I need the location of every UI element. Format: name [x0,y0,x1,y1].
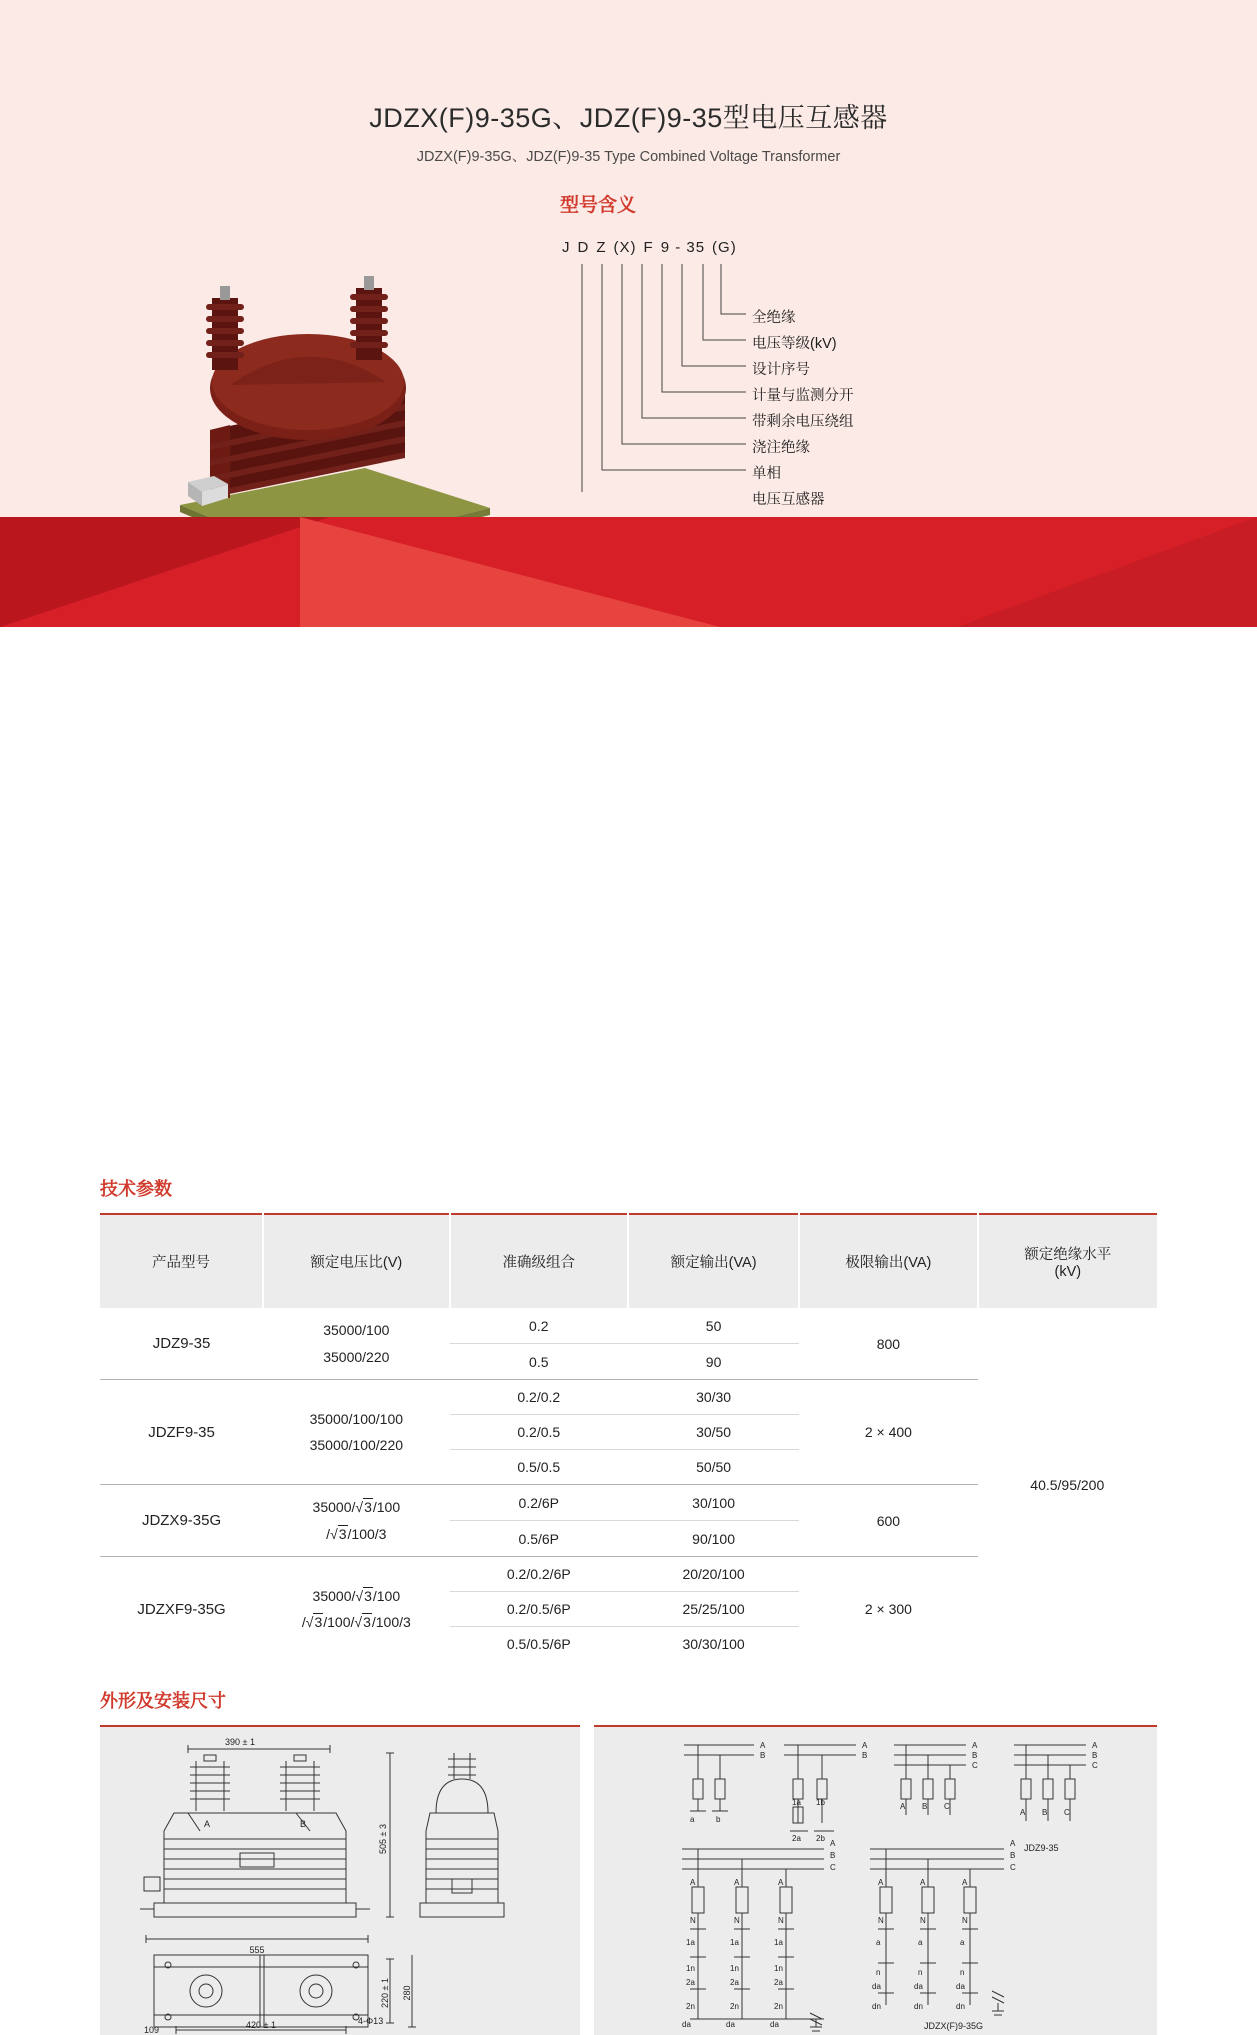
svg-text:N: N [878,1916,884,1926]
svg-text:N: N [690,1916,696,1926]
cell-ratio-1 [263,1380,450,1485]
cell-accuracy-3-0: 0.2/0.2/6P [450,1557,628,1592]
cell-limit-3: 2 × 300 [864,1601,912,1618]
outline-drawing-box [100,1725,580,2035]
col-header-insulation [978,1214,1157,1308]
svg-text:n: n [918,1968,923,1978]
spec-table [100,1213,1157,1661]
col-header-model: 产品型号 [100,1214,263,1308]
svg-text:da: da [956,1982,965,1992]
cell-ratio-3-line2: /√3/100/√3/100/3 [301,1614,411,1631]
model-meaning-heading: 型号含义 [560,195,637,216]
page-subtitle: JDZX(F)9-35G、JDZ(F)9-35 Type Combined Voltage Transformer [416,149,841,165]
svg-text:n: n [960,1968,965,1978]
cell-output-3-0: 20/20/100 [628,1557,799,1592]
cell-accuracy-2-1: 0.5/6P [450,1521,628,1557]
dim-label-height: 505 ± 3 [378,1824,388,1855]
hero-section [0,0,1257,520]
banner-shape-mid [300,517,720,627]
cell-ratio-1-line2: 35000/100/220 [309,1437,404,1454]
cell-ratio-0-line2: 35000/220 [323,1348,390,1365]
svg-text:2a: 2a [774,1978,783,1988]
svg-text:A: A [778,1878,784,1888]
cell-model-2: JDZX9-35G [100,1485,263,1557]
cell-output-1-1: 30/50 [628,1415,799,1450]
product-image [170,270,500,520]
dim-label-width-top: 390 ± 1 [225,1737,255,1748]
cell-limit-2: 600 [799,1485,977,1557]
svg-text:A: A [1092,1741,1098,1751]
svg-text:A: A [830,1839,836,1849]
cell-accuracy-0-0: 0.2 [450,1308,628,1344]
svg-text:C: C [944,1802,950,1812]
col-header-limit: 极限输出(VA) [799,1214,977,1308]
legend-item-0: 全绝缘 [752,310,796,326]
code-char-5: 9 - 35 [660,239,706,256]
spec-table-head [100,1214,1157,1308]
technical-parameters-section [0,1175,1257,1661]
dim-section-title: 外形及安装尺寸 [100,1691,226,1712]
svg-text:A: A [1010,1839,1016,1849]
svg-text:B: B [972,1751,978,1761]
svg-text:B: B [1042,1808,1048,1818]
svg-text:1b: 1b [816,1798,825,1808]
svg-text:dn: dn [956,2002,965,2012]
svg-text:da: da [770,2020,779,2030]
cell-accuracy-3-1: 0.2/0.5/6P [450,1592,628,1627]
svg-text:B: B [760,1751,766,1761]
code-char-2: Z [596,239,607,256]
cell-output-3-2: 30/30/100 [682,1636,745,1653]
svg-text:A: A [920,1878,926,1888]
cell-output-0-1: 90 [628,1344,799,1380]
svg-text:C: C [830,1863,836,1873]
svg-text:A: A [862,1741,868,1751]
svg-text:N: N [962,1916,968,1926]
svg-text:C: C [1010,1863,1016,1873]
cell-ratio-2-line2: /√3/100/3 [326,1525,387,1542]
cell-ratio-2-line1: 35000/√3/100 [312,1499,401,1516]
svg-text:da: da [914,1982,923,1992]
svg-text:A: A [900,1802,906,1812]
svg-text:1a: 1a [774,1938,783,1948]
dim-label-width-bottom: 555 [249,1945,265,1956]
cell-model-1: JDZF9-35 [100,1380,263,1485]
svg-text:B: B [830,1851,836,1861]
svg-text:C: C [1064,1808,1070,1818]
dim-label-base-width: 420 ± 1 [246,2020,276,2031]
col-header-insulation-line1: 额定绝缘水平 [1024,1247,1112,1263]
svg-text:b: b [716,1815,721,1825]
wiring-diagram-box [594,1725,1157,2035]
cell-ratio-0-line1: 35000/100 [323,1322,390,1338]
cell-model-0: JDZ9-35 [100,1308,263,1380]
banner-shape-right [957,517,1257,627]
wiring-caption-1: JDZ9-35 [1024,1843,1059,1854]
cell-model-3: JDZXF9-35G [137,1600,226,1618]
svg-text:da: da [726,2020,735,2030]
legend-item-6: 单相 [752,466,781,482]
svg-text:2a: 2a [792,1834,801,1844]
dim-label-terminal-b: B [300,1819,307,1830]
svg-text:1n: 1n [730,1964,739,1974]
col-header-accuracy: 准确级组合 [450,1214,628,1308]
cell-accuracy-1-2: 0.5/0.5 [450,1450,628,1485]
spec-table-body [100,1308,1157,1661]
cell-accuracy-1-0: 0.2/0.2 [450,1380,628,1415]
legend-item-1: 电压等级(kV) [752,336,837,352]
svg-text:2n: 2n [774,2002,783,2012]
model-code-row [562,239,976,256]
svg-text:dn: dn [872,2002,881,2012]
svg-text:dn: dn [914,2002,923,2012]
cell-limit-0: 800 [799,1308,977,1380]
svg-text:B: B [922,1802,928,1812]
table-header-row [100,1214,1157,1308]
dimensions-section [0,1687,1257,2035]
svg-text:A: A [878,1878,884,1888]
svg-text:A: A [1020,1808,1026,1818]
svg-text:A: A [962,1878,968,1888]
svg-text:a: a [960,1938,965,1948]
legend-item-3: 计量与监测分开 [752,388,854,404]
svg-text:1a: 1a [730,1938,739,1948]
svg-text:da: da [682,2020,691,2030]
code-char-3: (X) [613,239,637,256]
svg-text:A: A [972,1741,978,1751]
svg-text:B: B [1092,1751,1098,1761]
cell-limit-1: 2 × 400 [799,1380,977,1485]
cell-accuracy-2-0: 0.2/6P [450,1485,628,1521]
wiring-caption-2: JDZX(F)9-35G [924,2021,984,2032]
svg-text:C: C [972,1761,978,1771]
legend-item-4: 带剩余电压绕组 [752,414,854,430]
svg-text:B: B [1010,1851,1016,1861]
cell-ratio-0 [263,1308,450,1380]
dimension-drawings-row [100,1725,1157,2035]
legend-item-5: 浇注绝缘 [752,440,810,456]
svg-text:2a: 2a [730,1978,739,1988]
svg-text:2b: 2b [816,1834,825,1844]
cell-output-1-0: 30/30 [628,1380,799,1415]
banner-shape-left [0,517,330,627]
dim-label-hole: 4-Φ13 [358,2016,384,2027]
svg-text:1n: 1n [686,1964,695,1974]
code-char-1: D [577,239,590,256]
cell-insulation: 40.5/95/200 [1030,1476,1105,1493]
svg-text:n: n [876,1968,881,1978]
svg-text:N: N [920,1916,926,1926]
svg-text:1a: 1a [686,1938,695,1948]
cell-output-3-1: 25/25/100 [628,1592,799,1627]
page-title: JDZX(F)9-35G、JDZ(F)9-35型电压互感器 [369,103,888,133]
code-char-0: J [562,239,571,256]
svg-text:2n: 2n [730,2002,739,2012]
svg-text:2n: 2n [686,2002,695,2012]
legend-item-2: 设计序号 [752,362,810,378]
svg-text:2a: 2a [686,1978,695,1988]
cell-accuracy-3-2: 0.5/0.5/6P [506,1636,571,1653]
cell-accuracy-1-1: 0.2/0.5 [450,1415,628,1450]
svg-text:N: N [734,1916,740,1926]
cell-output-2-0: 30/100 [628,1485,799,1521]
tech-section-title: 技术参数 [100,1179,172,1199]
model-meaning-block [556,190,976,508]
table-row [100,1308,1157,1344]
legend-item-7: 电压互感器 [752,492,825,508]
svg-text:A: A [734,1878,740,1888]
dim-label-depth1: 220 ± 1 [380,1978,390,2009]
red-banner [0,517,1257,627]
col-header-ratio: 额定电压比(V) [263,1214,450,1308]
cell-ratio-2 [263,1485,450,1557]
svg-text:a: a [876,1938,881,1948]
cell-output-2-1: 90/100 [628,1521,799,1557]
svg-text:1a: 1a [792,1798,801,1808]
col-header-insulation-line2: (kV) [1054,1264,1082,1280]
cell-ratio-3-line1: 35000/√3/100 [312,1587,401,1604]
svg-text:1n: 1n [774,1964,783,1974]
cell-ratio-1-line1: 35000/100/100 [309,1410,404,1427]
svg-text:B: B [862,1751,868,1761]
svg-text:da: da [872,1982,881,1992]
cell-output-1-2: 50/50 [628,1450,799,1485]
svg-text:A: A [760,1741,766,1751]
svg-text:N: N [778,1916,784,1926]
svg-text:A: A [690,1878,696,1888]
model-legend [556,262,976,508]
svg-text:a: a [918,1938,923,1948]
svg-text:C: C [1092,1761,1098,1771]
cell-ratio-3 [263,1557,450,1662]
dim-label-depth2: 280 [402,1985,412,2001]
cell-accuracy-0-1: 0.5 [450,1344,628,1380]
col-header-output: 额定输出(VA) [628,1214,799,1308]
svg-text:a: a [690,1815,695,1825]
dim-label-foot: 109 [144,2025,160,2035]
code-char-6: (G) [712,239,737,256]
dim-label-terminal-a: A [204,1819,211,1830]
cell-output-0-0: 50 [628,1308,799,1344]
code-char-4: F [643,239,654,256]
